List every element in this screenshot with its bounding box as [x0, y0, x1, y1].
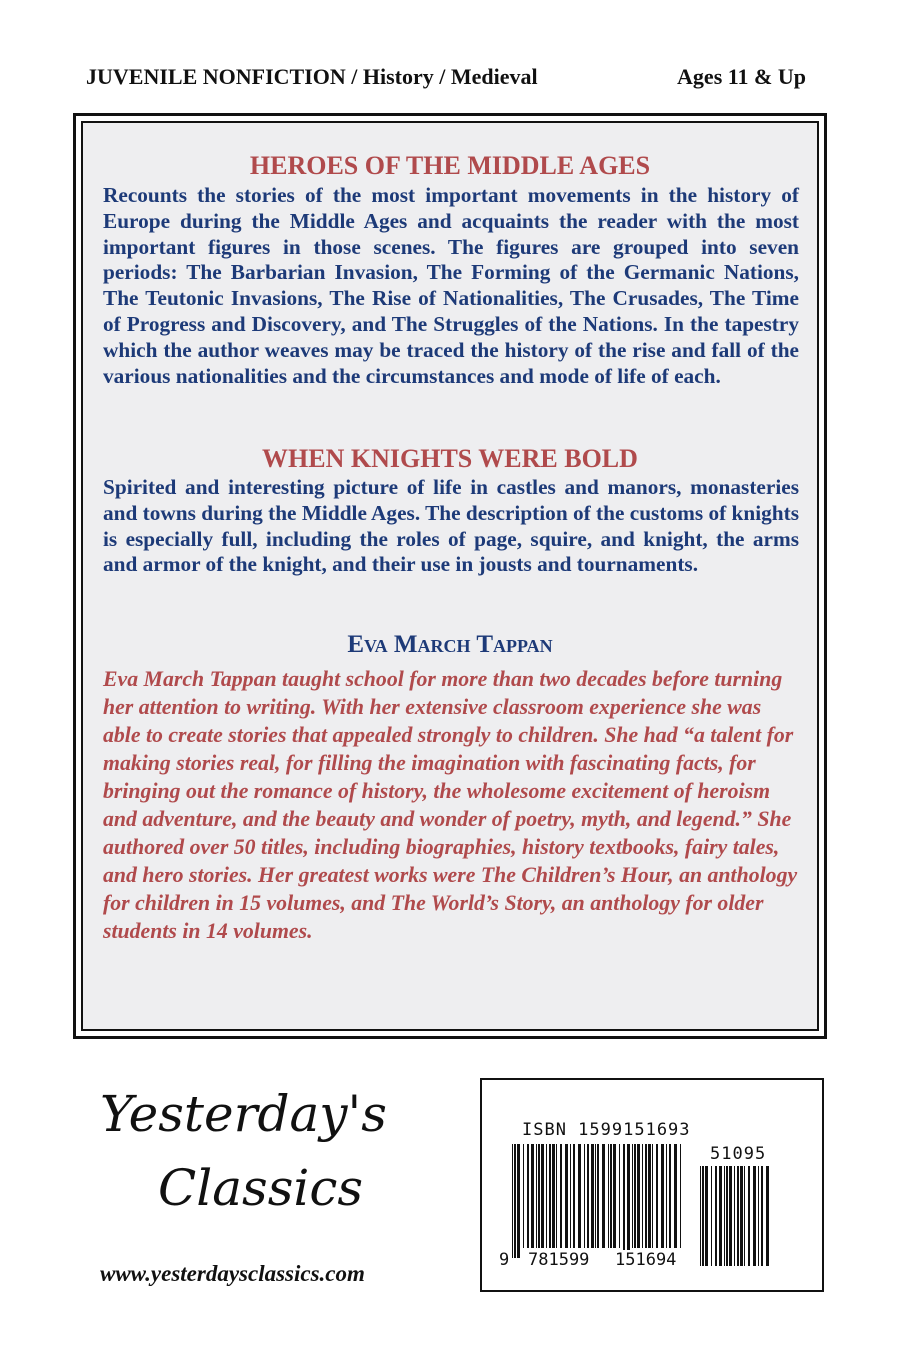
barcode-bar — [538, 1144, 540, 1248]
barcode-bar — [702, 1166, 704, 1266]
barcode-bar — [608, 1144, 609, 1248]
barcode-bar — [623, 1144, 625, 1258]
isbn-label: ISBN 1599151693 — [522, 1120, 691, 1140]
barcode-bar — [536, 1144, 537, 1248]
barcode-bar — [613, 1144, 616, 1248]
barcode-bar — [645, 1144, 647, 1248]
barcode-digits-right: 151694 — [615, 1250, 677, 1270]
barcode-bar — [642, 1144, 643, 1248]
barcode-bar — [517, 1144, 520, 1258]
barcode-bar — [531, 1144, 534, 1248]
book1-title: HEROES OF THE MIDDLE AGES — [249, 151, 651, 180]
barcode-bar — [656, 1144, 658, 1248]
barcode-bar — [573, 1144, 575, 1248]
price-code: 51095 — [710, 1144, 767, 1164]
barcode-bar — [726, 1166, 728, 1266]
barcode-bar — [597, 1144, 599, 1248]
age-range-label: Ages 11 & Up — [677, 64, 806, 89]
author-name: Eva March Tappan — [347, 631, 553, 658]
barcode-digit-first: 9 — [499, 1250, 510, 1270]
book2-description: Spirited and interesting picture of life in castles and manors, monasteries and towns during the Middle Ages. The description of the customs of knights is especially full, including the roles of page, squire, and knight, the arms and armor of the knight, and their use in jousts and tournaments. — [103, 475, 799, 577]
barcode-bar — [637, 1144, 640, 1248]
barcode-bar — [724, 1166, 725, 1266]
barcode-bar — [591, 1144, 594, 1248]
barcode-bar — [744, 1166, 745, 1266]
barcode-bar — [595, 1144, 596, 1248]
barcode-bar — [661, 1144, 664, 1248]
barcode-digits-left: 781599 — [528, 1250, 590, 1270]
barcode-bar — [527, 1144, 529, 1248]
barcode-bar — [570, 1144, 571, 1248]
barcode-bar — [514, 1144, 516, 1258]
author-bio: Eva March Tappan taught school for more than two decades before turning her attention to writing. With her extensive classroom experience she was able to create stories that appealed strongly to children. She had “a talent for making stories real, for filling the imagination with fascinating facts, for bringing out the romance of history, the wholesome excitement of heroism and adventure, and the beauty and wonder of poetry, myth, and legend.” She authored over 50 titles, including biographies, history textbooks, fairy tales, and hero stories. Her greatest works were The Children’s Hour, an anthology for children in 15 volumes, and The World’s Story, an anthology for older students in 14 volumes. — [103, 667, 798, 943]
barcode-bar — [719, 1166, 722, 1266]
barcode-bar — [715, 1166, 717, 1266]
barcode-bar — [541, 1144, 544, 1248]
barcode-bar — [734, 1166, 735, 1266]
publisher-name-line1: Yesterday's — [100, 1085, 387, 1143]
description-panel — [73, 113, 827, 1039]
barcode-bar — [729, 1166, 732, 1266]
cover-header — [86, 64, 806, 96]
barcode-bar — [602, 1144, 605, 1248]
barcode-bar — [512, 1144, 513, 1258]
barcode-bar — [680, 1144, 681, 1248]
barcode-bar — [761, 1166, 763, 1266]
barcode-bar — [674, 1144, 677, 1248]
book2-title: WHEN KNIGHTS WERE BOLD — [262, 444, 638, 473]
publisher-url: www.yesterdaysclassics.com — [100, 1261, 365, 1286]
barcode-bar — [556, 1144, 557, 1248]
barcode-bar — [584, 1144, 585, 1248]
addon-barcode — [700, 1166, 769, 1266]
barcode-bar — [587, 1144, 589, 1248]
barcode-bar — [632, 1144, 633, 1248]
barcode-bar — [523, 1144, 524, 1248]
barcode-bar — [619, 1144, 620, 1248]
barcode-bar — [748, 1166, 750, 1266]
barcode-bar — [753, 1166, 756, 1266]
barcode-bar — [546, 1144, 547, 1248]
barcode-bar — [766, 1166, 769, 1266]
barcode-bar — [634, 1144, 636, 1248]
barcode-bar — [648, 1144, 651, 1248]
barcode-bar — [666, 1144, 667, 1248]
publisher-logo — [92, 1085, 432, 1285]
barcode-bar — [565, 1144, 568, 1248]
book1-description: Recounts the stories of the most important movements in the history of Europe during the Middle Ages and acquaints the reader with the most important figures in those scenes. The figures are grouped into seven periods: The Barbarian Invasion, The Forming of the Germanic Nations, The Teutonic Invasions, The Rise of Nationalities, The Crusades, The Time of Progress and Discovery, and The Struggles of the Nations. In the tapestry which the author weaves may be traced the history of the rise and fall of the various nationalities and the circumstances and mode of life of each. — [103, 183, 799, 388]
barcode-bar — [652, 1144, 653, 1248]
ean-barcode — [512, 1144, 681, 1258]
barcode-bar — [549, 1144, 551, 1248]
barcode-bar — [711, 1166, 712, 1266]
barcode-bar — [627, 1144, 630, 1258]
barcode-bar — [610, 1144, 612, 1248]
barcode-bar — [705, 1166, 708, 1266]
barcode-bar — [740, 1166, 743, 1266]
barcode-bar — [758, 1166, 759, 1266]
barcode-bar — [737, 1166, 739, 1266]
barcode-bar — [560, 1144, 562, 1248]
barcode-bar — [669, 1144, 671, 1248]
description-panel-inner — [81, 121, 819, 1031]
barcode-box — [480, 1078, 824, 1292]
barcode-bar — [578, 1144, 581, 1248]
barcode-bar — [552, 1144, 555, 1248]
barcode-bar — [700, 1166, 701, 1266]
publisher-name-line2: Classics — [158, 1159, 364, 1217]
category-label: JUVENILE NONFICTION / History / Medieval — [86, 64, 538, 89]
